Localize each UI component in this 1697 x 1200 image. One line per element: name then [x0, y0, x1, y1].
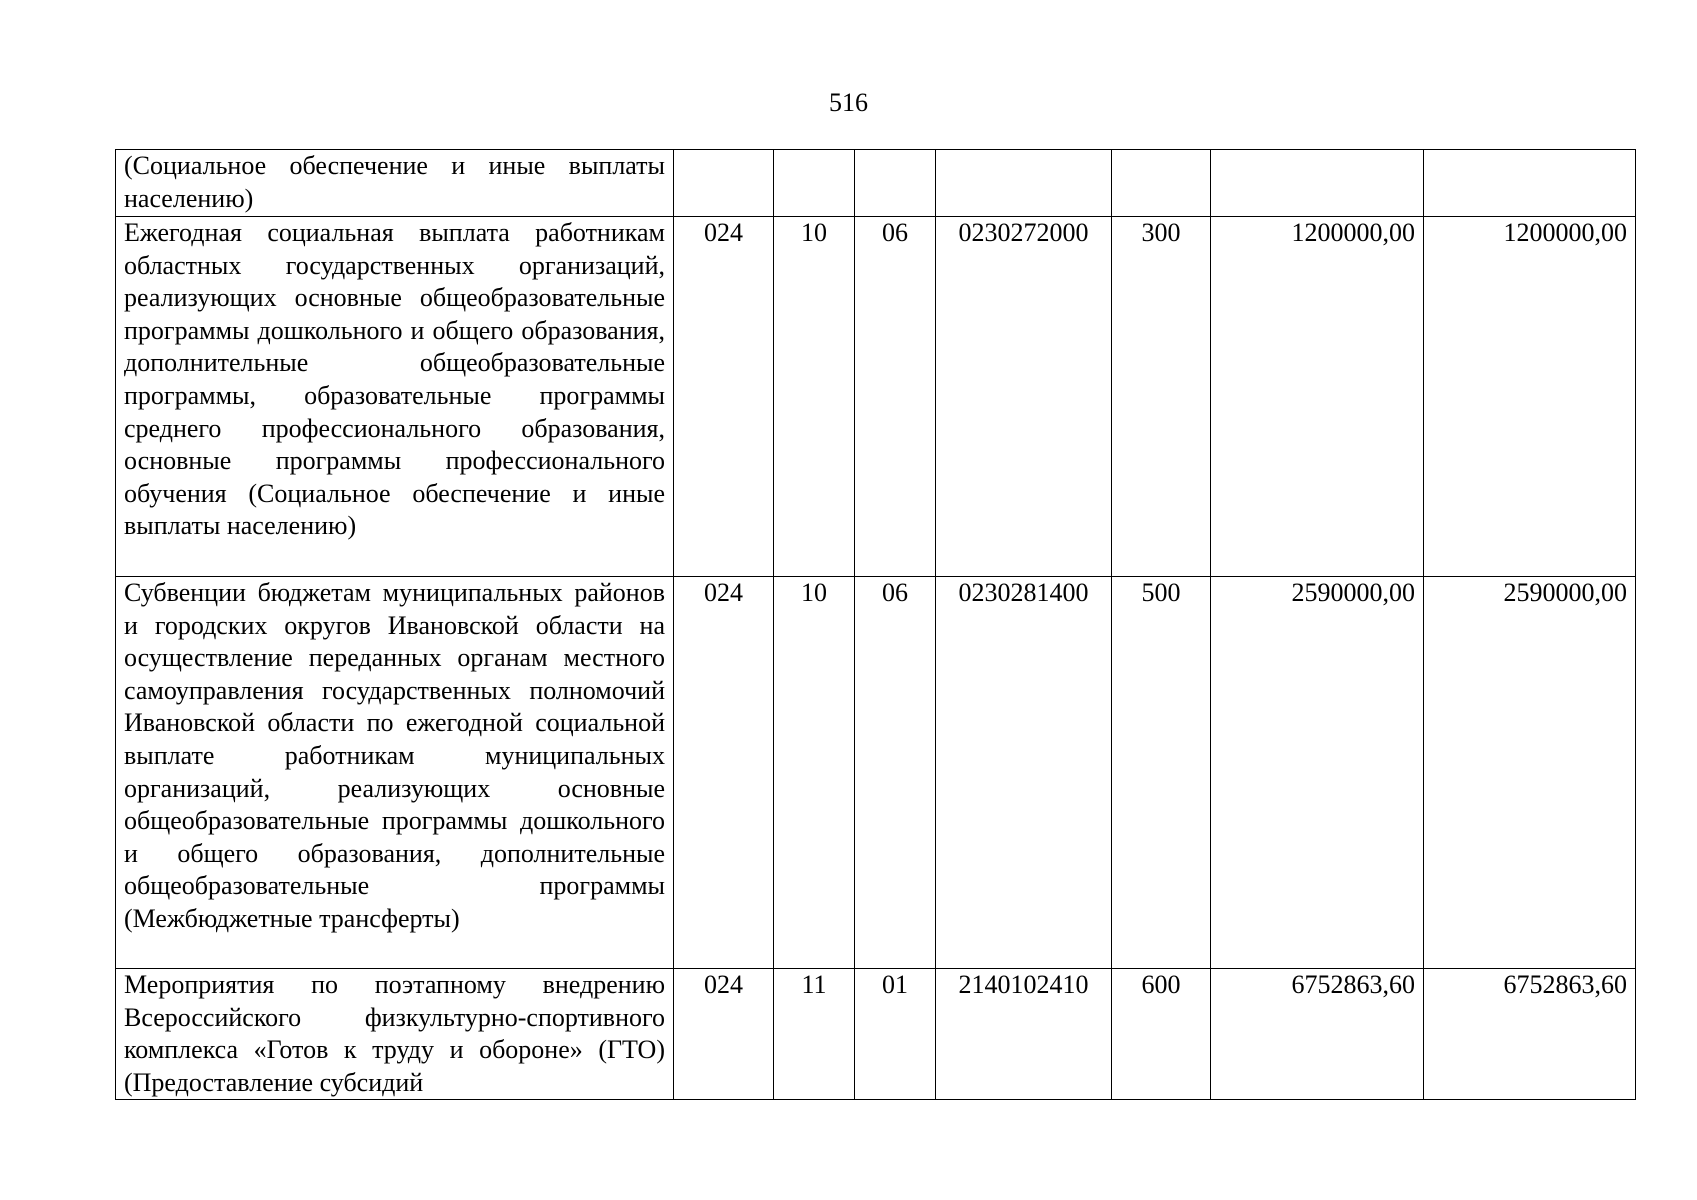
amount-second: 2590000,00: [1424, 577, 1636, 969]
subsection-code: [855, 150, 936, 217]
section-code: 10: [774, 577, 855, 969]
target-article-code: 0230272000: [936, 217, 1112, 577]
subsection-code: 01: [855, 969, 936, 1100]
section-code: 10: [774, 217, 855, 577]
subsection-code: 06: [855, 217, 936, 577]
expense-type-code: 600: [1112, 969, 1211, 1100]
row-description: Мероприятия по поэтапному внедрению Всероссийского физкультурно-спортивного комплекса «Готов к труду и обороне» (ГТО) (Предоставление субсидий: [116, 969, 674, 1100]
ministry-code: 024: [674, 217, 774, 577]
table-row: [116, 577, 1636, 969]
table-row: [116, 217, 1636, 577]
row-description: Ежегодная социальная выплата работникам областных государственных организаций, реализующих основные общеобразовательные программы дошкольного и общего образования, дополнительные общеобразовательные программы, образовательные программы среднего профессионального образования, основные программы профессионального обучения (Социальное обеспечение и иные выплаты населению): [116, 217, 674, 577]
amount-second: 1200000,00: [1424, 217, 1636, 577]
amount-first: [1211, 150, 1424, 217]
expense-type-code: 300: [1112, 217, 1211, 577]
expense-type-code: 500: [1112, 577, 1211, 969]
table-row: [116, 969, 1636, 1100]
subsection-code: 06: [855, 577, 936, 969]
section-code: 11: [774, 969, 855, 1100]
page-number: 516: [829, 88, 868, 117]
amount-first: 2590000,00: [1211, 577, 1424, 969]
target-article-code: 0230281400: [936, 577, 1112, 969]
ministry-code: 024: [674, 577, 774, 969]
amount-second: 6752863,60: [1424, 969, 1636, 1100]
row-description: (Социальное обеспечение и иные выплаты населению): [116, 150, 674, 217]
amount-first: 6752863,60: [1211, 969, 1424, 1100]
section-code: [774, 150, 855, 217]
budget-table: [115, 149, 1636, 1100]
amount-second: [1424, 150, 1636, 217]
ministry-code: [674, 150, 774, 217]
table-row: [116, 150, 1636, 217]
target-article-code: 2140102410: [936, 969, 1112, 1100]
target-article-code: [936, 150, 1112, 217]
ministry-code: 024: [674, 969, 774, 1100]
expense-type-code: [1112, 150, 1211, 217]
row-description: Субвенции бюджетам муниципальных районов и городских округов Ивановской области на осуществление переданных органам местного самоуправления государственных полномочий Ивановской области по ежегодной социальной выплате работникам муниципальных организаций, реализующих основные общеобразовательные программы дошкольного и общего образования, дополнительные общеобразовательные программы (Межбюджетные трансферты): [116, 577, 674, 969]
amount-first: 1200000,00: [1211, 217, 1424, 577]
